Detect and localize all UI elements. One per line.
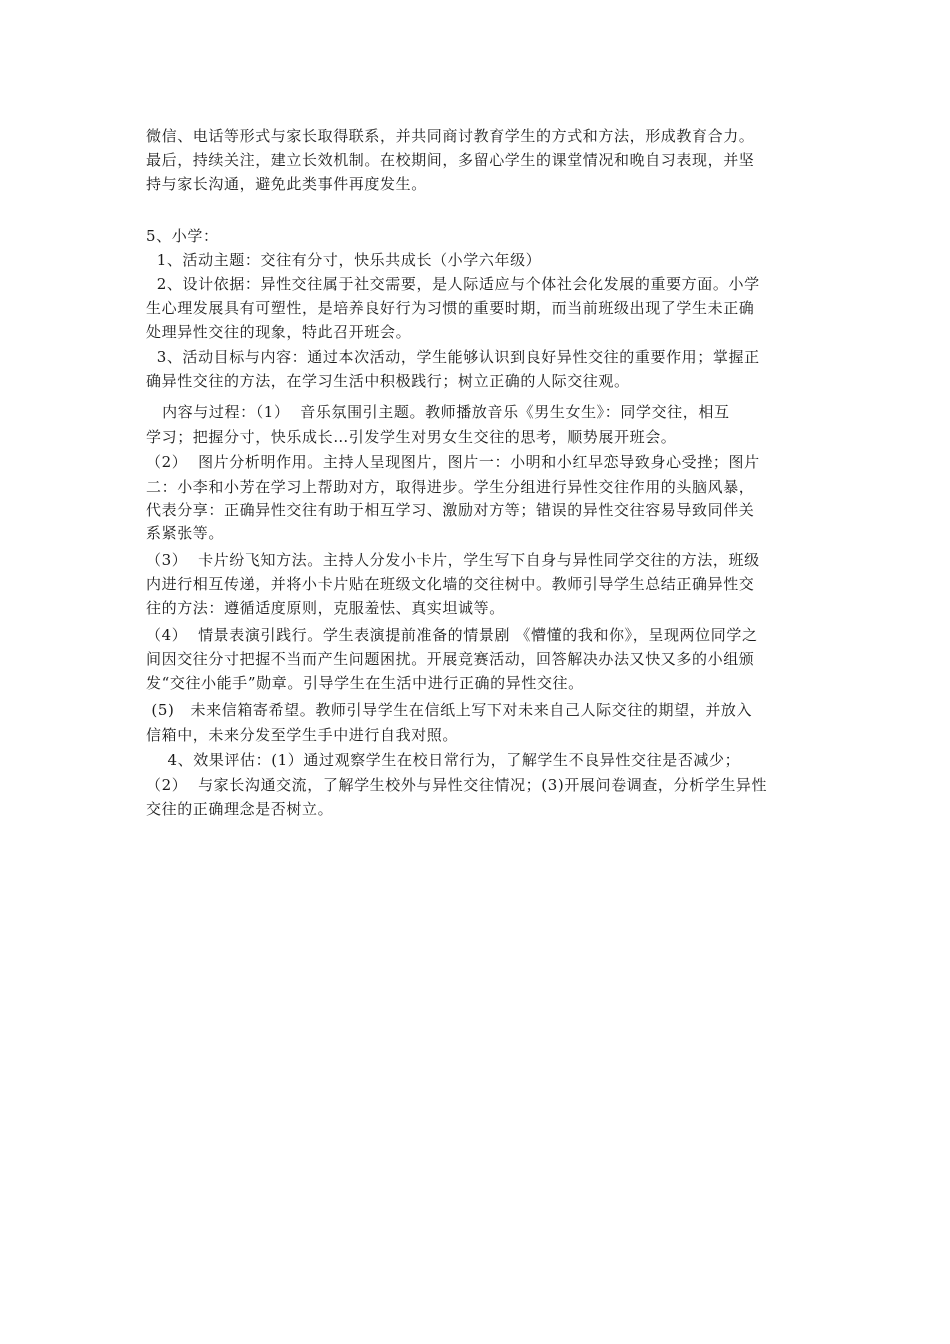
text-line: 最后，持续关注，建立长效机制。在校期间，多留心学生的课堂情况和晚自习表现，并坚 [146, 151, 755, 169]
text-line: 4、效果评估：(1）通过观察学生在校日常行为，了解学生不良异性交往是否减少； [146, 751, 741, 769]
text-line: 内进行相互传递，并将小卡片贴在班级文化墙的交往树中。教师引导学生总结正确异性交 [146, 575, 755, 593]
text-line: （3） 卡片纷飞知方法。主持人分发小卡片，学生写下自身与异性同学交往的方法，班级 [146, 551, 760, 569]
text-line: 学习；把握分寸，快乐成长…引发学生对男女生交往的思考，顺势展开班会。 [146, 428, 677, 446]
text-line: 间因交往分寸把握不当而产生问题困扰。开展竞赛活动，回答解决办法又快又多的小组颁 [146, 650, 755, 668]
text-line: 1、活动主题：交往有分寸，快乐共成长（小学六年级） [146, 251, 542, 269]
text-line: 系紧张等。 [146, 524, 225, 542]
text-line: 持与家长沟通，避免此类事件再度发生。 [146, 175, 427, 193]
text-line: 交往的正确理念是否树立。 [146, 800, 334, 818]
text-line: （2） 与家长沟通交流，了解学生校外与异性交往情况；(3)开展问卷调查，分析学生异性 [146, 776, 768, 794]
text-line: 内容与过程：（1） 音乐氛围引主题。教师播放音乐《男生女生》：同学交往，相互 [146, 403, 730, 421]
text-line: 二：小李和小芳在学习上帮助对方，取得进步。学生分组进行异性交往作用的头脑风暴， [146, 478, 755, 496]
text-line: 信箱中，未来分发至学生手中进行自我对照。 [146, 726, 459, 744]
text-line: （4） 情景表演引践行。学生表演提前准备的情景剧 《懵懂的我和你》，呈现两位同学之 [146, 626, 758, 644]
text-line: 生心理发展具有可塑性，是培养良好行为习惯的重要时期，而当前班级出现了学生未正确 [146, 299, 755, 317]
text-line: 确异性交往的方法，在学习生活中积极践行；树立正确的人际交往观。 [146, 372, 630, 390]
text-line: 3、活动目标与内容：通过本次活动，学生能够认识到良好异性交往的重要作用；掌握正 [146, 348, 760, 366]
section-heading: 5、小学： [146, 227, 219, 245]
text-line: 往的方法：遵循适度原则，克服羞怯、真实坦诚等。 [146, 599, 505, 617]
text-line: 2、设计依据：异性交往属于社交需要，是人际适应与个体社会化发展的重要方面。小学 [146, 275, 760, 293]
text-line: （2） 图片分析明作用。主持人呈现图片，图片一：小明和小红早恋导致身心受挫；图片 [146, 453, 760, 471]
text-line: 代表分享：正确异性交往有助于相互学习、激励对方等；错误的异性交往容易导致同伴关 [146, 501, 755, 519]
text-line: 微信、电话等形式与家长取得联系，并共同商讨教育学生的方式和方法，形成教育合力。 [146, 127, 755, 145]
text-line: 发“交往小能手”勋章。引导学生在生活中进行正确的异性交往。 [146, 674, 584, 692]
text-line: (5) 未来信箱寄希望。教师引导学生在信纸上写下对未来自己人际交往的期望，并放入 [146, 701, 753, 719]
text-line: 处理异性交往的现象，特此召开班会。 [146, 323, 412, 341]
